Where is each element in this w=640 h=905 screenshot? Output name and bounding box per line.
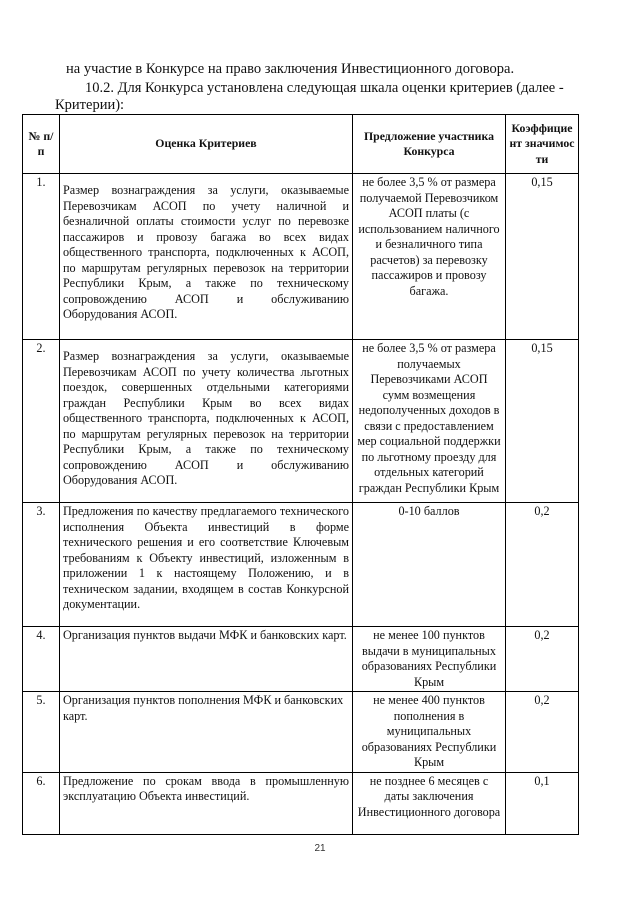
row-criterion: Размер вознаграждения за услуги, оказываемые Перевозчикам АСОП по учету количества льготных поездок, совершенных отдельными категориями граждан Республики Крым во всех видах общественного транспорта, подключенных к АСОП, по маршрутам регулярных перевозок на территории Республики Крым, а также по техническому сопровождению АСОП и обслуживанию Оборудования АСОП. — [60, 340, 353, 503]
row-coef: 0,15 — [506, 340, 579, 503]
row-num: 3. — [23, 503, 60, 627]
row-criterion: Размер вознаграждения за услуги, оказываемые Перевозчикам АСОП по учету наличной и безналичной оплаты стоимости услуг по перевозке пассажиров и провозу багажа во всех видах общественного транспорта, подключенных к АСОП, по маршрутам регулярных перевозок на территории Республики Крым, а также по техническому сопровождению АСОП и обслуживанию Оборудования АСОП. — [60, 174, 353, 340]
row-criterion: Предложение по срокам ввода в промышленную эксплуатацию Объекта инвестиций. — [60, 772, 353, 834]
row-num: 5. — [23, 692, 60, 773]
header-coef: Коэффициент значимости — [506, 115, 579, 174]
row-num: 4. — [23, 627, 60, 692]
row-offer: не более 3,5 % от размера получаемых Перевозчиками АСОП сумм возмещения недополученных доходов в связи с предоставлением мер социальной поддержки по льготному проезду для отдельных категорий граждан Республики Крым — [353, 340, 506, 503]
table-header-row — [23, 115, 579, 174]
row-offer: не менее 400 пунктов пополнения в муниципальных образованиях Республики Крым — [353, 692, 506, 773]
table-row — [23, 340, 579, 503]
row-offer: не менее 100 пунктов выдачи в муниципальных образованиях Республики Крым — [353, 627, 506, 692]
header-offer: Предложение участника Конкурса — [353, 115, 506, 174]
row-coef: 0,2 — [506, 503, 579, 627]
row-offer: не более 3,5 % от размера получаемой Перевозчиком АСОП платы (с использованием наличного и безналичного типа расчетов) за перевозку пассажиров и провозу багажа. — [353, 174, 506, 340]
row-offer: не позднее 6 месяцев с даты заключения Инвестиционного договора — [353, 772, 506, 834]
row-coef: 0,1 — [506, 772, 579, 834]
row-criterion: Предложения по качеству предлагаемого технического исполнения Объекта инвестиций в форме технического решения и его соответствие Ключевым требованиям к Объекту инвестиций, изложенным в приложении 1 к настоящему Положению, и в техническом задании, входящем в состав Конкурсной документации. — [60, 503, 353, 627]
table-row — [23, 772, 579, 834]
row-criterion: Организация пунктов выдачи МФК и банковских карт. — [60, 627, 353, 692]
table-row — [23, 174, 579, 340]
page-number: 21 — [314, 843, 326, 854]
intro-line-3: Критерии): — [55, 97, 125, 113]
row-coef: 0,2 — [506, 627, 579, 692]
row-offer: 0-10 баллов — [353, 503, 506, 627]
row-coef: 0,15 — [506, 174, 579, 340]
table-row — [23, 503, 579, 627]
header-num: № п/п — [23, 115, 60, 174]
table-row — [23, 692, 579, 773]
row-num: 1. — [23, 174, 60, 340]
row-num: 6. — [23, 772, 60, 834]
row-criterion: Организация пунктов пополнения МФК и банковских карт. — [60, 692, 353, 773]
intro-line-1: на участие в Конкурсе на право заключения Инвестиционного договора. — [66, 61, 515, 77]
table-row — [23, 627, 579, 692]
row-coef: 0,2 — [506, 692, 579, 773]
header-criterion: Оценка Критериев — [60, 115, 353, 174]
criteria-table — [22, 114, 579, 835]
intro-line-2: 10.2. Для Конкурса установлена следующая шкала оценки критериев (далее - — [85, 80, 564, 96]
row-num: 2. — [23, 340, 60, 503]
